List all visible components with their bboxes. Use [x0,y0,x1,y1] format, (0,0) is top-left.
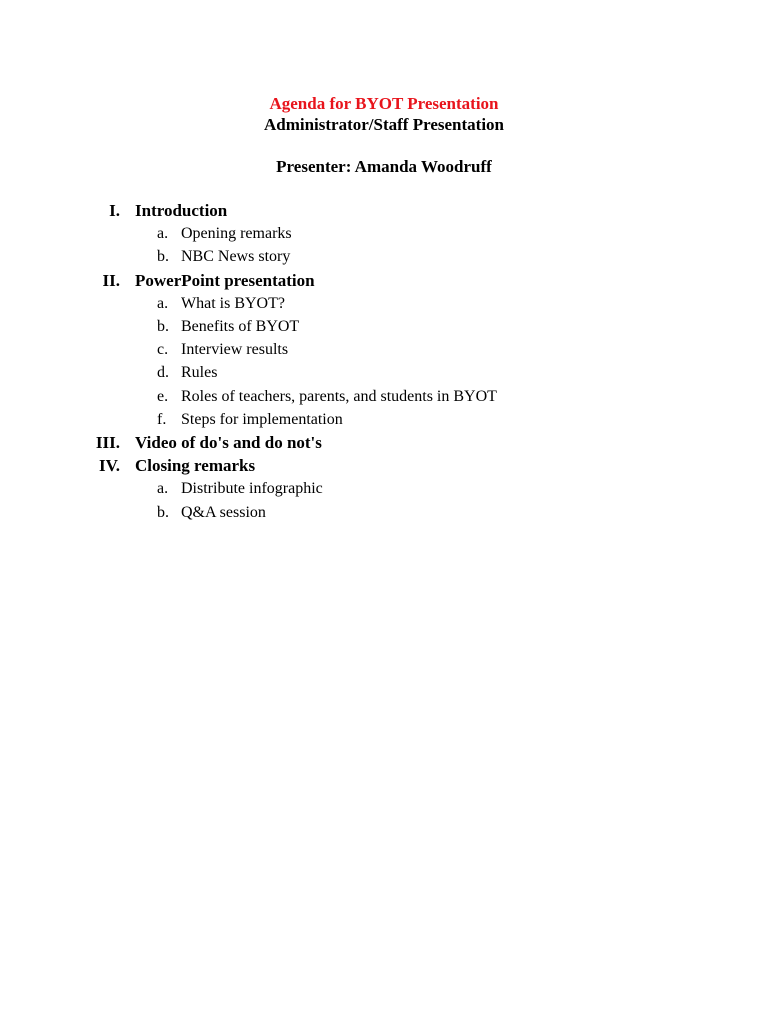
item-text: Steps for implementation [181,411,343,429]
agenda-section [0,269,768,432]
section-numeral: IV. [99,456,120,476]
item-letter: a. [157,480,169,498]
item-text: Roles of teachers, parents, and students in BYOT [181,387,497,405]
section-items [0,477,768,524]
list-item [0,245,768,268]
item-text: What is BYOT? [181,294,285,312]
section-heading [0,431,768,454]
list-item [0,501,768,524]
item-letter: a. [157,225,169,242]
item-letter: e. [157,387,169,405]
section-heading [0,269,768,292]
section-items [0,222,768,269]
list-item [0,338,768,361]
presenter-line: Presenter: Amanda Woodruff [276,157,492,176]
list-item [0,292,768,315]
section-items [0,292,768,432]
item-letter: b. [157,317,169,335]
section-title: Video of do's and do not's [135,433,322,453]
item-letter: a. [157,294,169,312]
document-subtitle: Administrator/Staff Presentation [263,115,505,134]
list-item [0,477,768,500]
list-item [0,361,768,384]
list-item [0,315,768,338]
section-title: Closing remarks [135,456,256,476]
item-letter: f. [157,411,167,429]
section-numeral: I. [109,201,120,220]
list-item [0,222,768,245]
section-title: Introduction [135,201,228,220]
item-text: Opening remarks [181,225,292,242]
item-text: Benefits of BYOT [181,317,300,335]
item-letter: b. [157,503,169,521]
section-heading [0,454,768,477]
section-numeral: II. [102,270,120,290]
section-numeral: III. [95,433,120,453]
agenda-section [0,454,768,524]
agenda-outline [0,199,768,524]
item-letter: d. [157,364,169,382]
item-text: Interview results [181,341,289,359]
item-text: Q&A session [181,503,266,521]
agenda-section [0,199,768,269]
item-letter: c. [157,341,169,359]
item-text: NBC News story [181,248,291,266]
list-item [0,408,768,431]
section-heading [0,199,768,222]
item-text: Distribute infographic [181,480,323,498]
agenda-section [0,431,768,454]
item-text: Rules [181,364,218,382]
item-letter: b. [157,248,169,266]
document-title: Agenda for BYOT Presentation [269,94,499,113]
section-title: PowerPoint presentation [135,270,315,290]
list-item [0,385,768,408]
